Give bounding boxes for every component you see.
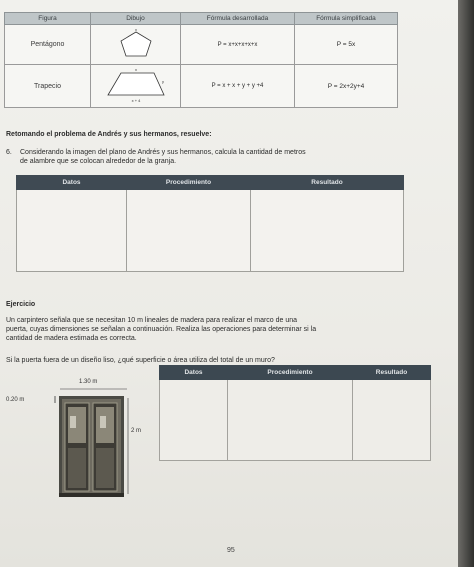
resultado-cell[interactable] xyxy=(353,380,431,461)
question-text-line1: Considerando la imagen del plano de Andrés y sus hermanos, calcula la cantidad de metros xyxy=(20,149,306,156)
figure-name: Trapecio xyxy=(5,65,91,108)
header-resultado: Resultado xyxy=(353,366,431,380)
header-dibujo: Dibujo xyxy=(91,13,181,25)
question-text-line2: de alambre que se colocan alrededor de la granja. xyxy=(20,158,177,165)
header-formula: Fórmula desarrollada xyxy=(181,13,295,25)
pentagon-simplified: P = 5x xyxy=(295,25,398,65)
door-figure xyxy=(6,376,160,501)
pentagon-side-label: x xyxy=(134,26,137,32)
resultado-cell[interactable] xyxy=(251,190,404,272)
trapezoid-top-label: x xyxy=(134,67,137,72)
exercise-line2: puerta, cuyas dimensiones se señalan a continuación. Realiza las operaciones para determinar si la xyxy=(6,326,317,333)
header-procedimiento: Procedimiento xyxy=(228,366,353,380)
door-height-label: 2 m xyxy=(131,428,142,434)
datos-cell[interactable] xyxy=(160,380,228,461)
procedimiento-cell[interactable] xyxy=(127,190,251,272)
trapezoid-formula: P = x + x + y + y +4 xyxy=(181,65,295,108)
pentagon-drawing xyxy=(91,25,181,65)
figures-formula-table xyxy=(4,12,398,108)
table-row xyxy=(5,65,398,108)
door-top-label: 0.20 m xyxy=(6,397,25,403)
page-number: 95 xyxy=(227,547,235,554)
pentagon-formula: P = x+x+x+x+x xyxy=(181,25,295,65)
procedimiento-cell[interactable] xyxy=(228,380,353,461)
figure-name: Pentágono xyxy=(5,25,91,65)
answer-table-q6 xyxy=(16,175,404,272)
exercise-line1: Un carpintero señala que se necesitan 10 m lineales de madera para realizar el marco de una xyxy=(6,317,298,324)
trapezoid-drawing xyxy=(91,65,181,108)
exercise-title: Ejercicio xyxy=(6,301,36,308)
header-datos: Datos xyxy=(17,176,127,190)
section-title: Retomando el problema de Andrés y sus hermanos, resuelve: xyxy=(6,131,212,138)
pentagon-icon xyxy=(101,26,171,62)
trapezoid-icon xyxy=(96,65,176,105)
header-resultado: Resultado xyxy=(251,176,404,190)
table-row xyxy=(5,25,398,65)
door-width-label: 1.30 m xyxy=(79,379,98,385)
answer-table-exercise xyxy=(159,365,431,461)
door-illustration xyxy=(30,376,160,501)
exercise-line3: cantidad de madera estimada es correcta. xyxy=(6,335,137,342)
book-spine xyxy=(458,0,474,567)
trapezoid-bottom-label: x + 4 xyxy=(131,98,140,103)
question-number: 6. xyxy=(6,149,12,156)
datos-cell[interactable] xyxy=(17,190,127,272)
header-procedimiento: Procedimiento xyxy=(127,176,251,190)
header-datos: Datos xyxy=(160,366,228,380)
exercise-question: Si la puerta fuera de un diseño liso, ¿qué superficie o área utiliza del total de un muro? xyxy=(6,357,275,364)
trapezoid-simplified: P = 2x+2y+4 xyxy=(295,65,398,108)
trapezoid-side-label: y xyxy=(161,79,164,84)
header-figura: Figura xyxy=(5,13,91,25)
header-simplificada: Fórmula simplificada xyxy=(295,13,398,25)
